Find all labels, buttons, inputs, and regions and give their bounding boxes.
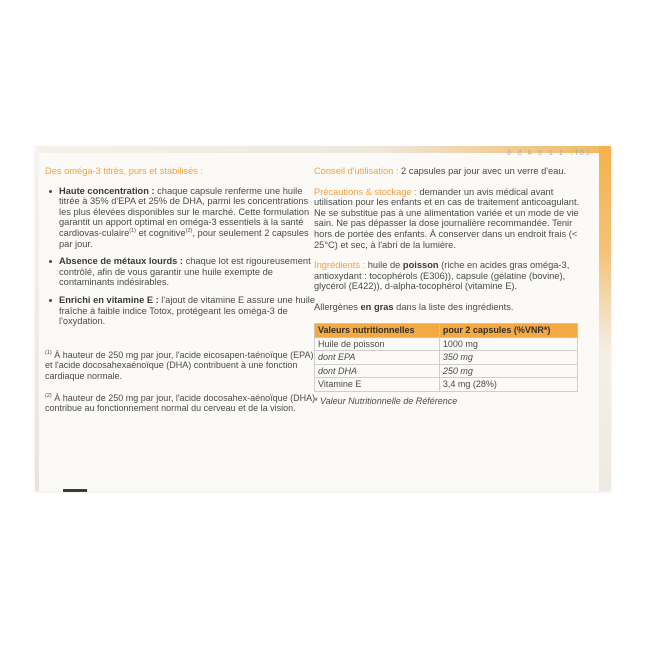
left-column — [45, 166, 321, 426]
note-1 — [45, 350, 321, 381]
nutrition-table — [314, 323, 578, 392]
note-ref: (2) — [45, 392, 52, 399]
table-row — [315, 337, 578, 351]
product-box-back — [35, 146, 611, 491]
box-tab-mark — [63, 489, 87, 492]
table-cell: dont EPA — [315, 351, 440, 365]
table-header: Valeurs nutritionnelles — [315, 323, 440, 337]
table-row — [315, 378, 578, 392]
table-cell: 250 mg — [439, 364, 577, 378]
usage-label: Conseil d'utilisation : — [314, 166, 399, 176]
precautions-label: Précautions & stockage : — [314, 186, 417, 197]
allergens-bold: en gras — [360, 301, 394, 312]
table-cell: Huile de poisson — [315, 337, 440, 351]
feature-item-concentration — [49, 186, 321, 250]
feature-text: , pour seulement 2 capsules par jour. — [59, 227, 309, 249]
table-cell: 350 mg — [439, 351, 577, 365]
footnote-ref-1: (1) — [129, 227, 137, 234]
note-text: À hauteur de 250 mg par jour, l'acide docosahex-aénoïque (DHA) contribue au fonctionnement normal du cerveau et de la vision. — [45, 392, 316, 414]
footnote-ref-2: (2) — [185, 227, 193, 234]
table-row — [315, 351, 578, 365]
benefits-heading: Des oméga-3 titrés, purs et stabilisés : — [45, 166, 204, 176]
note-ref: (1) — [45, 349, 52, 356]
ingredients-section — [314, 260, 592, 292]
feature-title: Enrichi en vitamine E : — [59, 294, 159, 305]
box-right-edge — [599, 146, 611, 491]
table-header-row — [315, 323, 578, 337]
note-2 — [45, 393, 321, 414]
feature-item-heavy-metals — [49, 256, 321, 288]
feature-text: et cognitive — [136, 227, 186, 238]
allergen-bold: poisson — [402, 260, 439, 271]
table-cell: 3,4 mg (28%) — [439, 378, 577, 392]
feature-title: Absence de métaux lourds : — [59, 256, 183, 267]
note-text: À hauteur de 250 mg par jour, l'acide eicosapen-taénoïque (EPA) et l'acide docosahexaénoïque (DHA) contribuent à une fonction cardiaque normale. — [45, 349, 314, 381]
precautions-text: demander un avis médical avant utilisation pour les enfants et en cas de traitement anticoagulant. Ne se substitue pas à une alimentation variée et un mode de vie sain. Ne pas dépasser la dose journalière recommandée. Tenir hors de portée des enfants. À conserver dans un endroit frais (< 25°C) et sec, à l'abri de la lumière. — [314, 186, 580, 250]
right-column — [314, 166, 592, 407]
feature-text: chaque capsule renferme une huile titrée à 35% d'EPA et 25% de DHA, parmi les concentrations les plus élevées disponibles sur le marché. Cette formulation garantit un apport optimal en oméga-3 essentiels à la santé cardiovas-culaire — [59, 185, 310, 238]
usage-text: 2 capsules par jour avec un verre d'eau. — [398, 166, 567, 176]
table-cell: 1000 mg — [439, 337, 577, 351]
precautions-section — [314, 187, 592, 251]
table-footnote: * Valeur Nutritionnelle de Référence — [314, 395, 458, 406]
table-cell: Vitamine E — [315, 378, 440, 392]
lot-print: LOT: 1 2 3 4 5 6 — [505, 150, 589, 158]
feature-text: chaque lot est rigoureusement contrôlé, afin de vous garantir une huile exempte de contaminants indésirables. — [59, 256, 311, 288]
ingredients-label: Ingrédients : — [314, 260, 366, 271]
feature-list — [45, 186, 321, 327]
table-header: pour 2 capsules (%VNR*) — [439, 323, 577, 337]
ingredients-text: (riche en acides gras oméga-3, antioxydant : tocophérols (E306)), capsule (gélatine (bovine), glycérol (E422)), d-alpha-tocophérol (vitamine E). — [314, 260, 570, 292]
ingredients-text: huile de — [365, 260, 403, 271]
box-left-edge — [35, 146, 39, 491]
usage-section — [314, 166, 592, 177]
allergens-note: Allergènes en gras dans la liste des ingrédients. — [314, 301, 514, 312]
table-row — [315, 364, 578, 378]
feature-text: l'ajout de vitamine E assure une huile fraîche à faible indice Totox, protégeant les oméga-3 de l'oxydation. — [59, 294, 316, 327]
feature-title: Haute concentration : — [59, 185, 155, 196]
feature-item-vitamin-e — [49, 295, 321, 327]
table-cell: dont DHA — [315, 364, 440, 378]
